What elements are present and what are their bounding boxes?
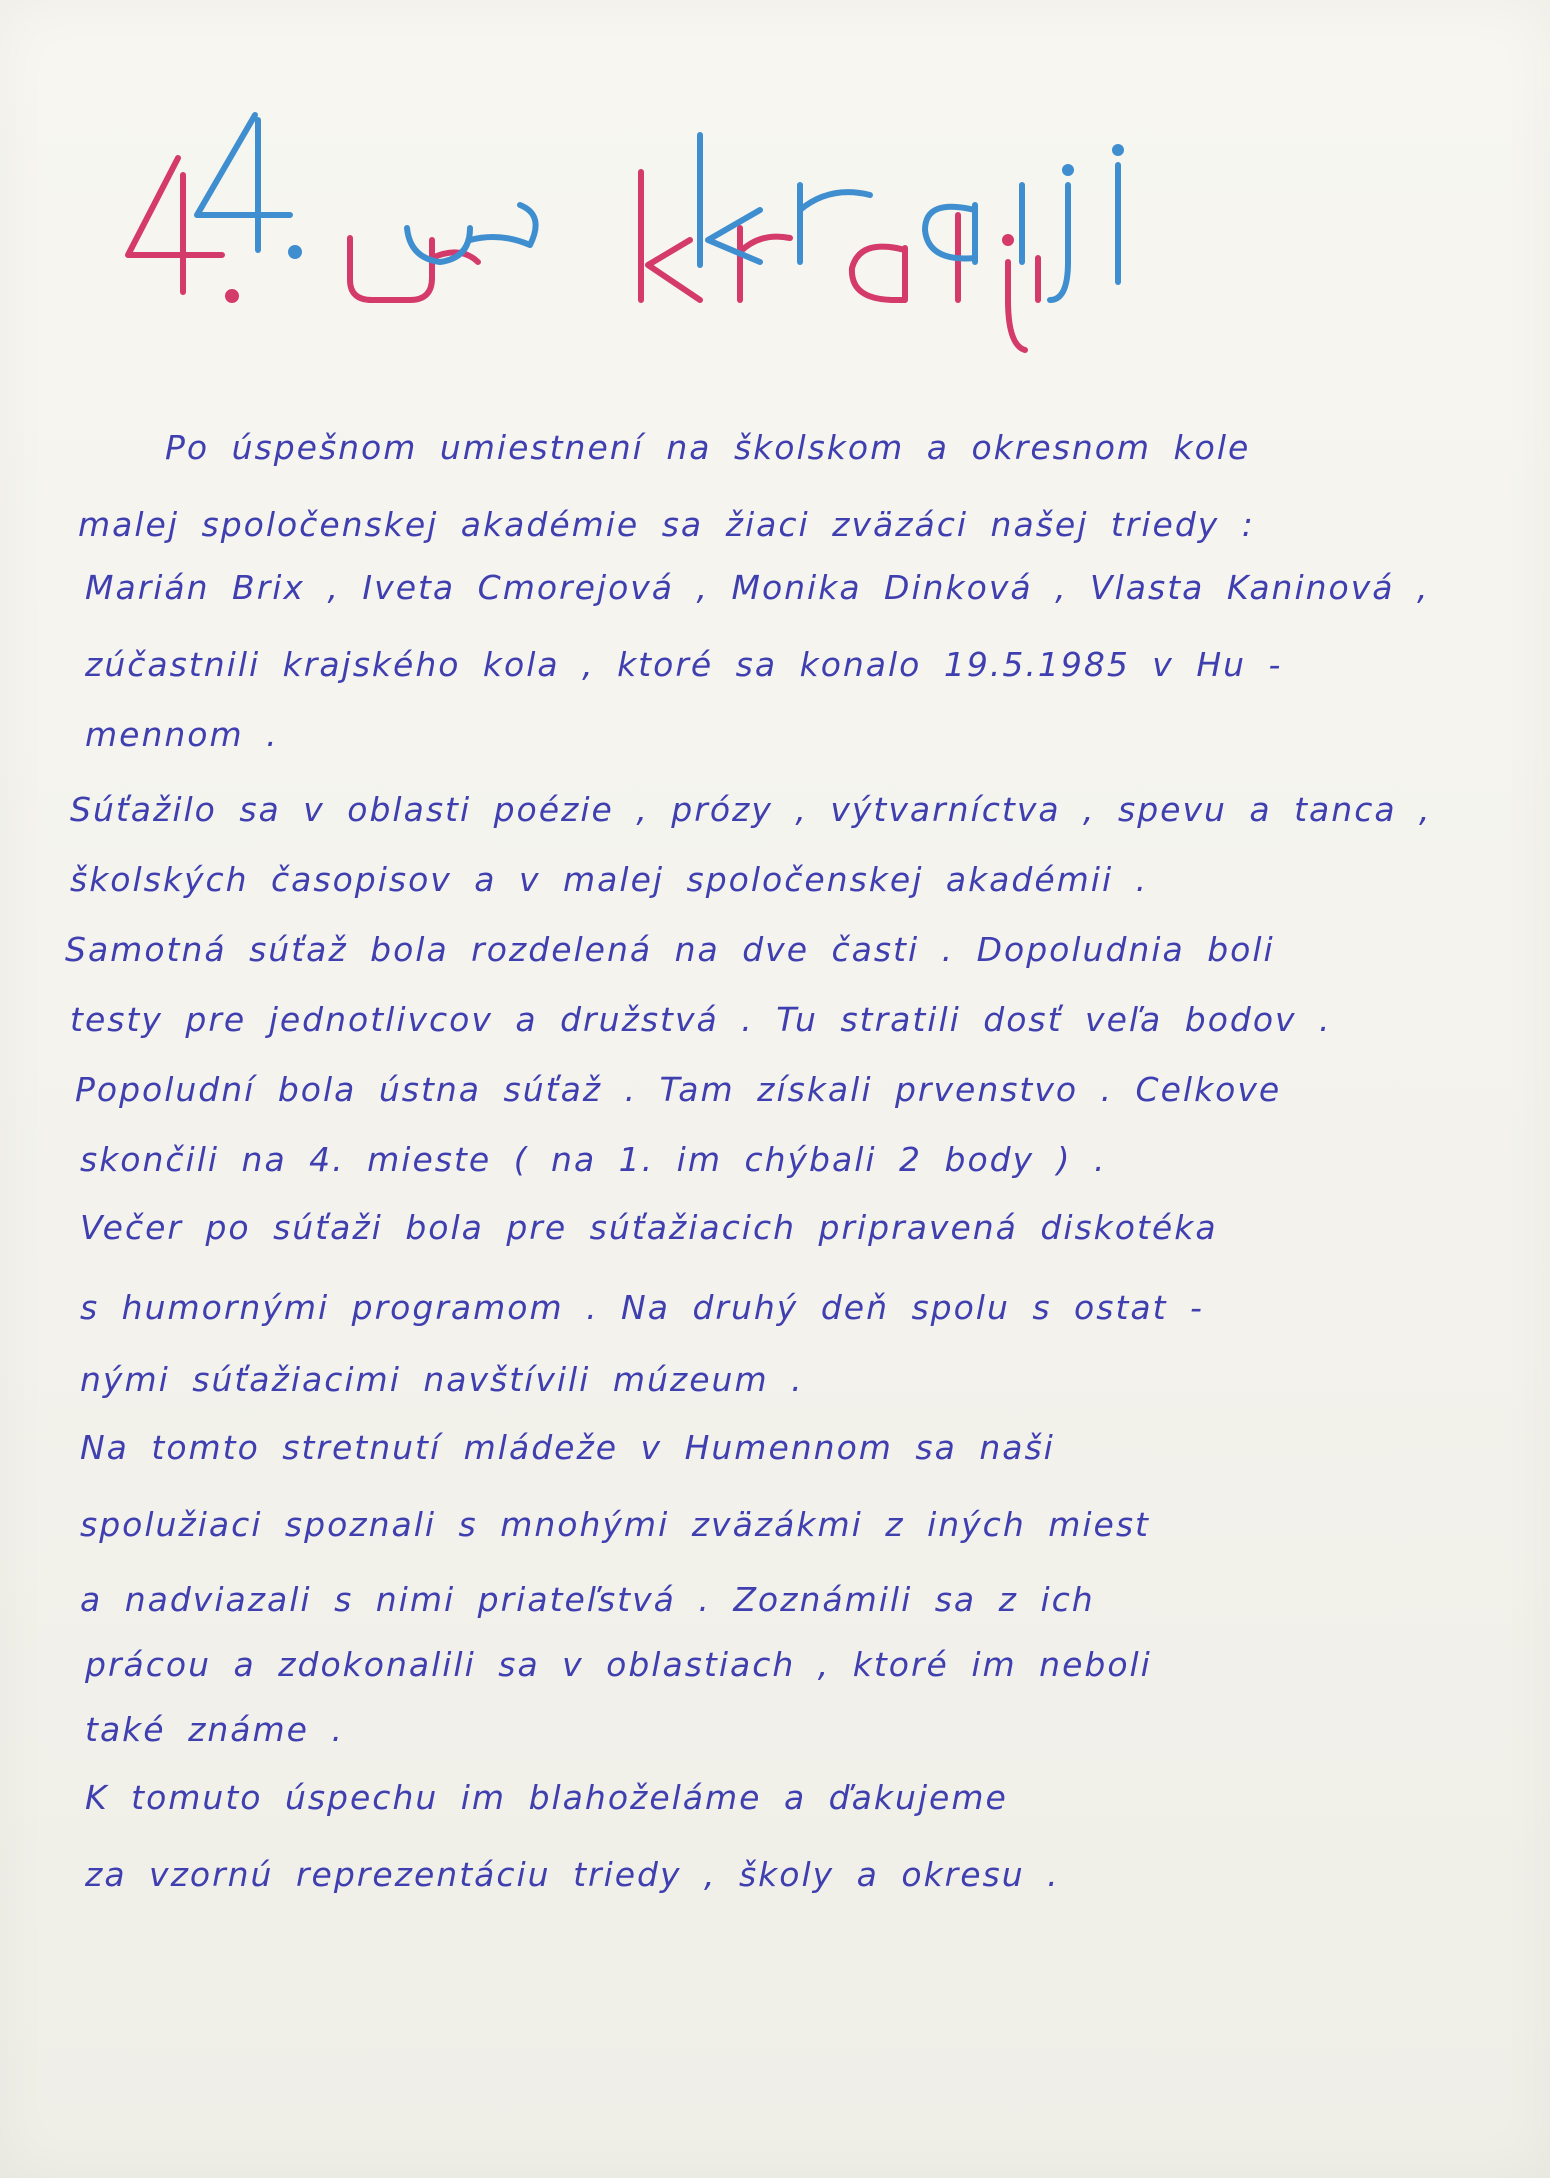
text-line-3: Marián Brix , Iveta Cmorejová , Monika Dinková , Vlasta Kaninová , xyxy=(85,568,1430,607)
title-word-kraji-blue xyxy=(700,135,1121,300)
text-line-8: Samotná súťaž bola rozdelená na dve časti . Dopoludnia boli xyxy=(65,930,1275,969)
text-line-10: Popoludní bola ústna súťaž . Tam získali prvenstvo . Celkove xyxy=(75,1070,1282,1109)
text-line-13: s humornými programom . Na druhý deň spolu s ostat - xyxy=(80,1288,1204,1327)
title-number-blue xyxy=(197,115,299,256)
text-line-9: testy pre jednotlivcov a družstvá . Tu stratili dosť veľa bodov . xyxy=(70,1000,1332,1039)
text-line-16: spolužiaci spoznali s mnohými zväzákmi z iných miest xyxy=(80,1505,1150,1544)
text-line-4: zúčastnili krajského kola , ktoré sa konalo 19.5.1985 v Hu - xyxy=(85,645,1283,684)
text-line-1: Po úspešnom umiestnení na školskom a okresnom kole xyxy=(165,428,1251,467)
text-line-14: nými súťažiacimi navštívili múzeum . xyxy=(80,1360,804,1399)
text-line-19: také známe . xyxy=(85,1710,344,1749)
text-line-2: malej spoločenskej akadémie sa žiaci zväzáci našej triedy : xyxy=(78,505,1255,544)
text-line-11: skončili na 4. mieste ( na 1. im chýbali 2 body ) . xyxy=(80,1140,1107,1179)
text-line-12: Večer po súťaži bola pre súťažiacich pripravená diskotéka xyxy=(80,1208,1218,1247)
text-line-5: mennom . xyxy=(85,715,279,754)
text-line-20: K tomuto úspechu im blahoželáme a ďakujeme xyxy=(85,1778,1008,1817)
title-word-v-blue xyxy=(407,205,536,262)
text-line-7: školských časopisov a v malej spoločenskej akadémii . xyxy=(70,860,1149,899)
page-title-lettering xyxy=(0,0,1550,420)
text-line-6: Súťažilo sa v oblasti poézie , prózy , výtvarníctva , spevu a tanca , xyxy=(70,790,1432,829)
text-line-17: a nadviazali s nimi priateľstvá . Zoznámili sa z ich xyxy=(80,1580,1095,1619)
text-line-15: Na tomto stretnutí mládeže v Humennom sa naši xyxy=(80,1428,1055,1467)
text-line-21: za vzornú reprezentáciu triedy , školy a okresu . xyxy=(85,1855,1060,1894)
text-line-18: prácou a zdokonalili sa v oblastiach , ktoré im neboli xyxy=(85,1645,1152,1684)
